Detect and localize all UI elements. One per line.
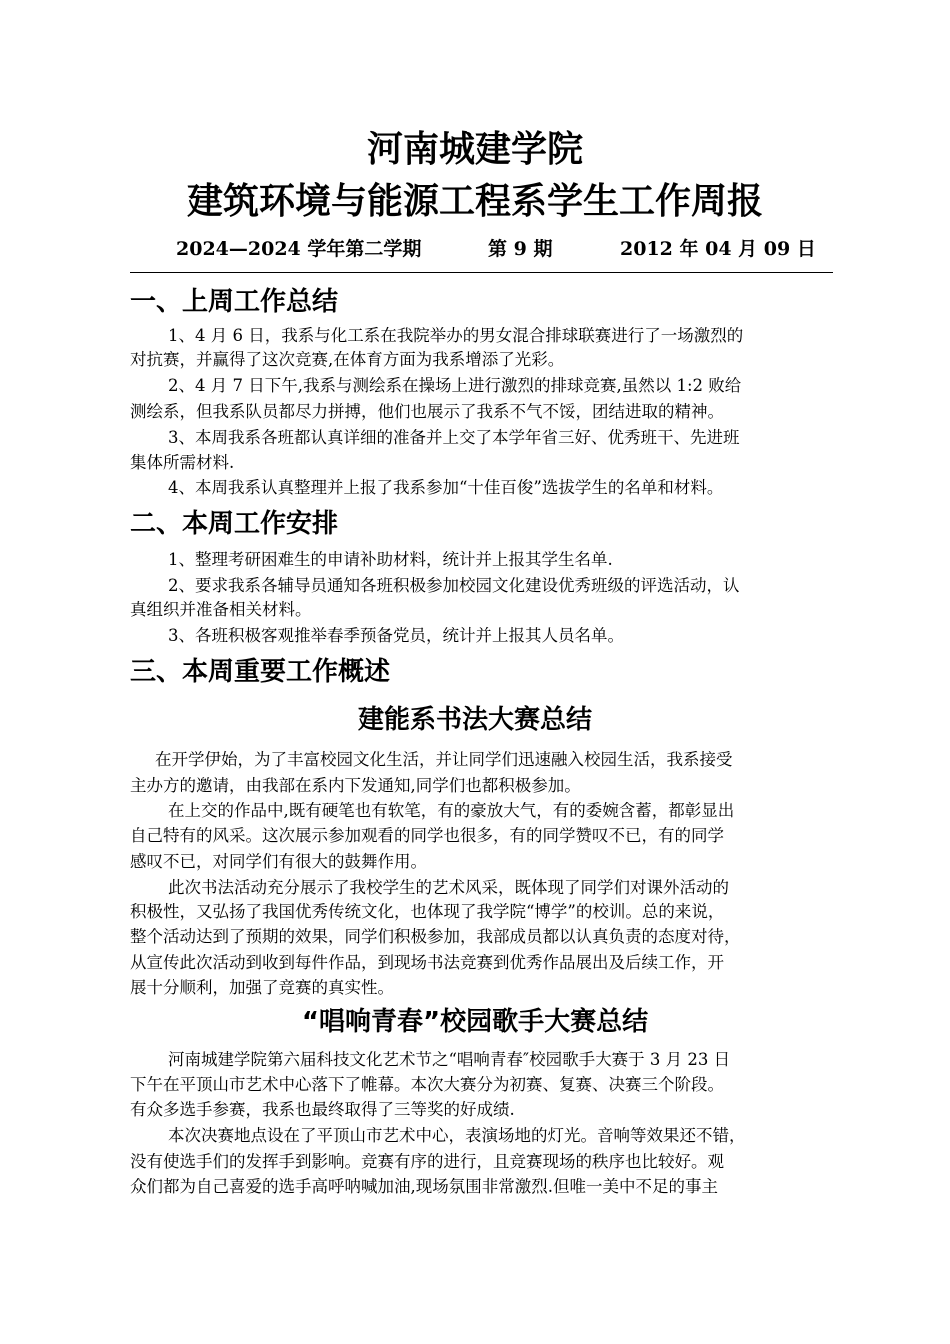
section-heading-this-week: 二、本周工作安排: [130, 509, 339, 539]
paragraph-line: 从宣传此次活动到收到每件作品，到现场书法竞赛到优秀作品展出及后续工作，开: [130, 953, 724, 972]
paragraph-line: 展十分顺利，加强了竞赛的真实性。: [130, 978, 394, 997]
section-heading-last-week: 一、上周工作总结: [130, 287, 339, 317]
paragraph-line: 1、整理考研困难生的申请补助材料，统计并上报其学生名单.: [168, 550, 613, 569]
paragraph-line: 此次书法活动充分展示了我校学生的艺术风采，既体现了同学们对课外活动的: [168, 878, 729, 897]
section-heading-overview: 三、本周重要工作概述: [130, 657, 391, 687]
paragraph-line: 在开学伊始，为了丰富校园文化生活，并让同学们迅速融入校园生活，我系接受: [155, 750, 733, 769]
paragraph-line: 本次决赛地点设在了平顶山市艺术中心，表演场地的灯光。音响等效果还不错，: [168, 1126, 746, 1145]
paragraph-line: 真组织并准备相关材料。: [130, 600, 312, 619]
school-name: 河南城建学院: [366, 129, 583, 170]
paragraph-line: 自己特有的风采。这次展示参加观看的同学也很多，有的同学赞叹不已，有的同学: [130, 826, 724, 845]
paragraph-line: 3、本周我系各班都认真详细的准备并上交了本学年省三好、优秀班干、先进班: [168, 428, 740, 447]
paragraph-line: 河南城建学院第六届科技文化艺术节之“唱响青春″校园歌手大赛于 3 月 23 日: [168, 1050, 731, 1069]
paragraph-line: 有众多选手参赛，我系也最终取得了三等奖的好成绩.: [130, 1100, 515, 1119]
issue-date: 2012 年 04 月 09 日: [620, 238, 816, 260]
paragraph-line: 众们都为自己喜爱的选手高呼呐喊加油,现场氛围非常激烈.但唯一美中不足的事主: [130, 1177, 718, 1196]
report-title: 建筑环境与能源工程系学生工作周报: [186, 181, 763, 222]
paragraph-line: 积极性，又弘扬了我国优秀传统文化，也体现了我学院“博学”的校训。总的来说，: [130, 902, 725, 921]
paragraph-line: 4、本周我系认真整理并上报了我系参加“十佳百俊”选拔学生的名单和材料。: [168, 478, 724, 497]
paragraph-line: 2、要求我系各辅导员通知各班积极参加校园文化建设优秀班级的评选活动，认: [168, 576, 740, 595]
paragraph-line: 在上交的作品中,既有硬笔也有软笔，有的豪放大气，有的委婉含蓄，都彰显出: [168, 801, 735, 820]
paragraph-line: 3、各班积极客观推举春季预备党员，统计并上报其人员名单。: [168, 626, 624, 645]
article-title-singer-contest: “唱响青春”校园歌手大赛总结: [301, 1007, 649, 1037]
paragraph-line: 主办方的邀请，由我部在系内下发通知,同学们也都积极参加。: [130, 776, 581, 795]
paragraph-line: 1、4 月 6 日，我系与化工系在我院举办的男女混合排球联赛进行了一场激烈的: [168, 326, 744, 345]
term-label: 2024—2024 学年第二学期: [176, 238, 422, 260]
paragraph-line: 对抗赛，并赢得了这次竞赛,在体育方面为我系增添了光彩。: [130, 350, 565, 369]
paragraph-line: 2、4 月 7 日下午,我系与测绘系在操场上进行激烈的排球竞赛,虽然以 1:2 败给: [168, 376, 742, 395]
article-title-calligraphy: 建能系书法大赛总结: [357, 705, 592, 735]
header-divider: [130, 272, 833, 273]
paragraph-line: 没有使选手们的发挥手到影响。竞赛有序的进行，且竞赛现场的秩序也比较好。观: [130, 1152, 724, 1171]
issue-number: 第 9 期: [488, 238, 553, 260]
paragraph-line: 整个活动达到了预期的效果，同学们积极参加，我部成员都以认真负责的态度对待，: [130, 927, 741, 946]
paragraph-line: 感叹不已，对同学们有很大的鼓舞作用。: [130, 852, 427, 871]
paragraph-line: 测绘系，但我系队员都尽力拼搏，他们也展示了我系不气不馁，团结进取的精神。: [130, 402, 724, 421]
paragraph-line: 下午在平顶山市艺术中心落下了帷幕。本次大赛分为初赛、复赛、决赛三个阶段。: [130, 1075, 724, 1094]
paragraph-line: 集体所需材料.: [130, 453, 235, 472]
